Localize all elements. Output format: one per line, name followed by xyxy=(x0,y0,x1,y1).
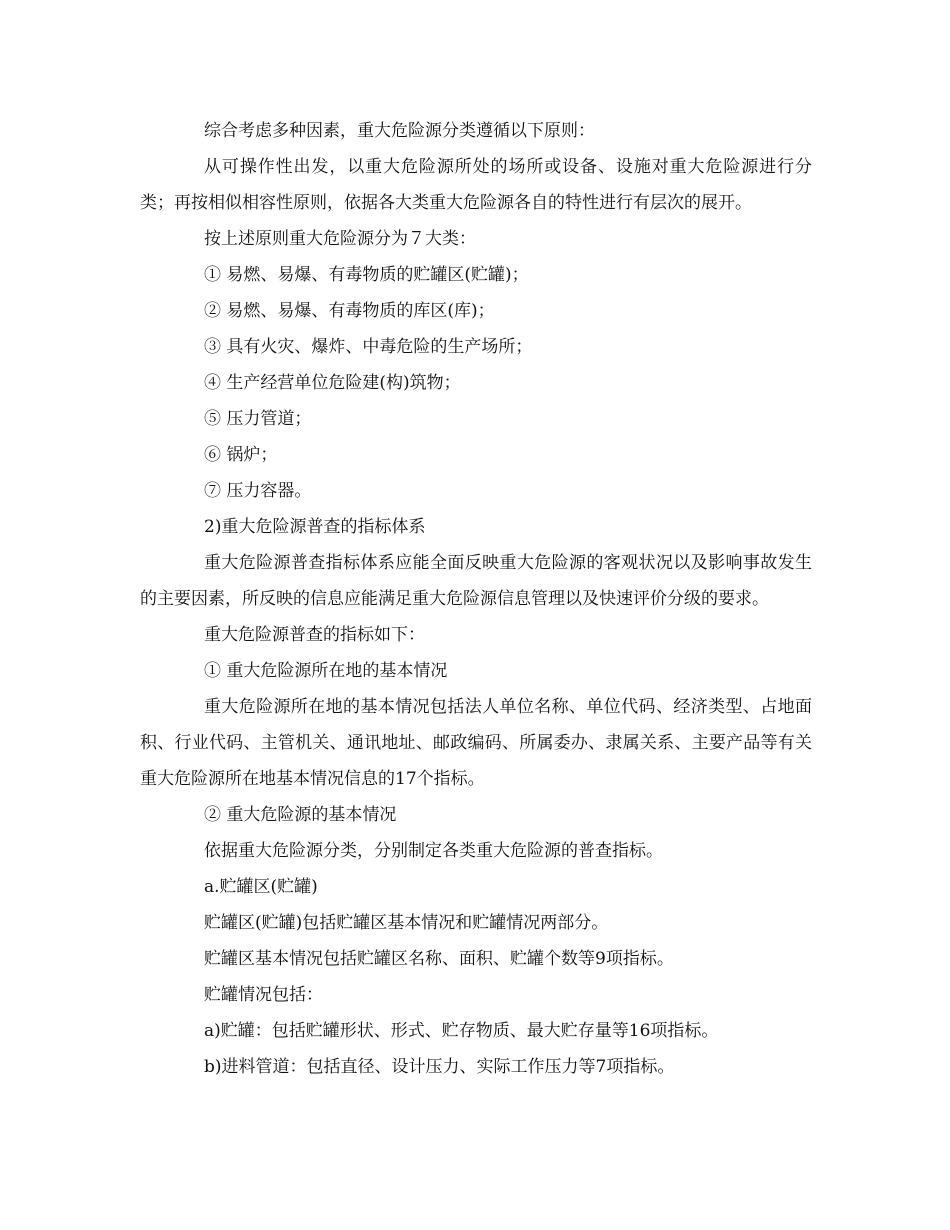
document-body xyxy=(140,113,812,1085)
paragraph: 重大危险源普查指标体系应能全面反映重大危险源的客观状况以及影响事故发生的主要因素，所反映的信息应能满足重大危险源信息管理以及快速评价分级的要求。 xyxy=(140,553,812,609)
paragraph: 贮罐区(贮罐)包括贮罐区基本情况和贮罐情况两部分。 xyxy=(204,913,609,933)
paragraph: 按上述原则重大危险源分为７大类： xyxy=(204,229,476,249)
section-heading: 2)重大危险源普查的指标体系 xyxy=(204,517,426,537)
paragraph: 综合考虑多种因素，重大危险源分类遵循以下原则： xyxy=(204,121,595,141)
paragraph: 贮罐区基本情况包括贮罐区名称、面积、贮罐个数等9项指标。 xyxy=(204,949,674,969)
paragraph: 依据重大危险源分类，分别制定各类重大危险源的普查指标。 xyxy=(204,841,663,861)
list-item: ③ 具有火灾、爆炸、中毒危险的生产场所； xyxy=(204,337,533,357)
list-item: ④ 生产经营单位危险建(构)筑物； xyxy=(204,373,461,393)
paragraph: 从可操作性出发，以重大危险源所处的场所或设备、设施对重大危险源进行分类；再按相似相容性原则，依据各大类重大危险源各自的特性进行有层次的展开。 xyxy=(140,157,812,213)
list-item: a)贮罐：包括贮罐形状、形式、贮存物质、最大贮存量等16项指标。 xyxy=(204,1021,719,1041)
subsection-heading: a.贮罐区(贮罐) xyxy=(204,877,318,897)
subsection-heading: ② 重大危险源的基本情况 xyxy=(204,805,397,825)
paragraph: 重大危险源普查的指标如下： xyxy=(204,625,425,645)
list-item: ⑤ 压力管道； xyxy=(204,409,312,429)
list-item: b)进料管道：包括直径、设计压力、实际工作压力等7项指标。 xyxy=(204,1057,675,1077)
list-item: ⑦ 压力容器。 xyxy=(204,481,312,501)
list-item: ⑥ 锅炉； xyxy=(204,445,278,465)
paragraph: 重大危险源所在地的基本情况包括法人单位名称、单位代码、经济类型、占地面积、行业代码、主管机关、通讯地址、邮政编码、所属委办、隶属关系、主要产品等有关重大危险源所在地基本情况信息的17个指标。 xyxy=(140,697,812,789)
subsection-heading: ① 重大危险源所在地的基本情况 xyxy=(204,661,448,681)
list-item: ① 易燃、易爆、有毒物质的贮罐区(贮罐)； xyxy=(204,265,529,285)
list-item: ② 易燃、易爆、有毒物质的库区(库)； xyxy=(204,301,495,321)
paragraph: 贮罐情况包括： xyxy=(204,985,323,1005)
